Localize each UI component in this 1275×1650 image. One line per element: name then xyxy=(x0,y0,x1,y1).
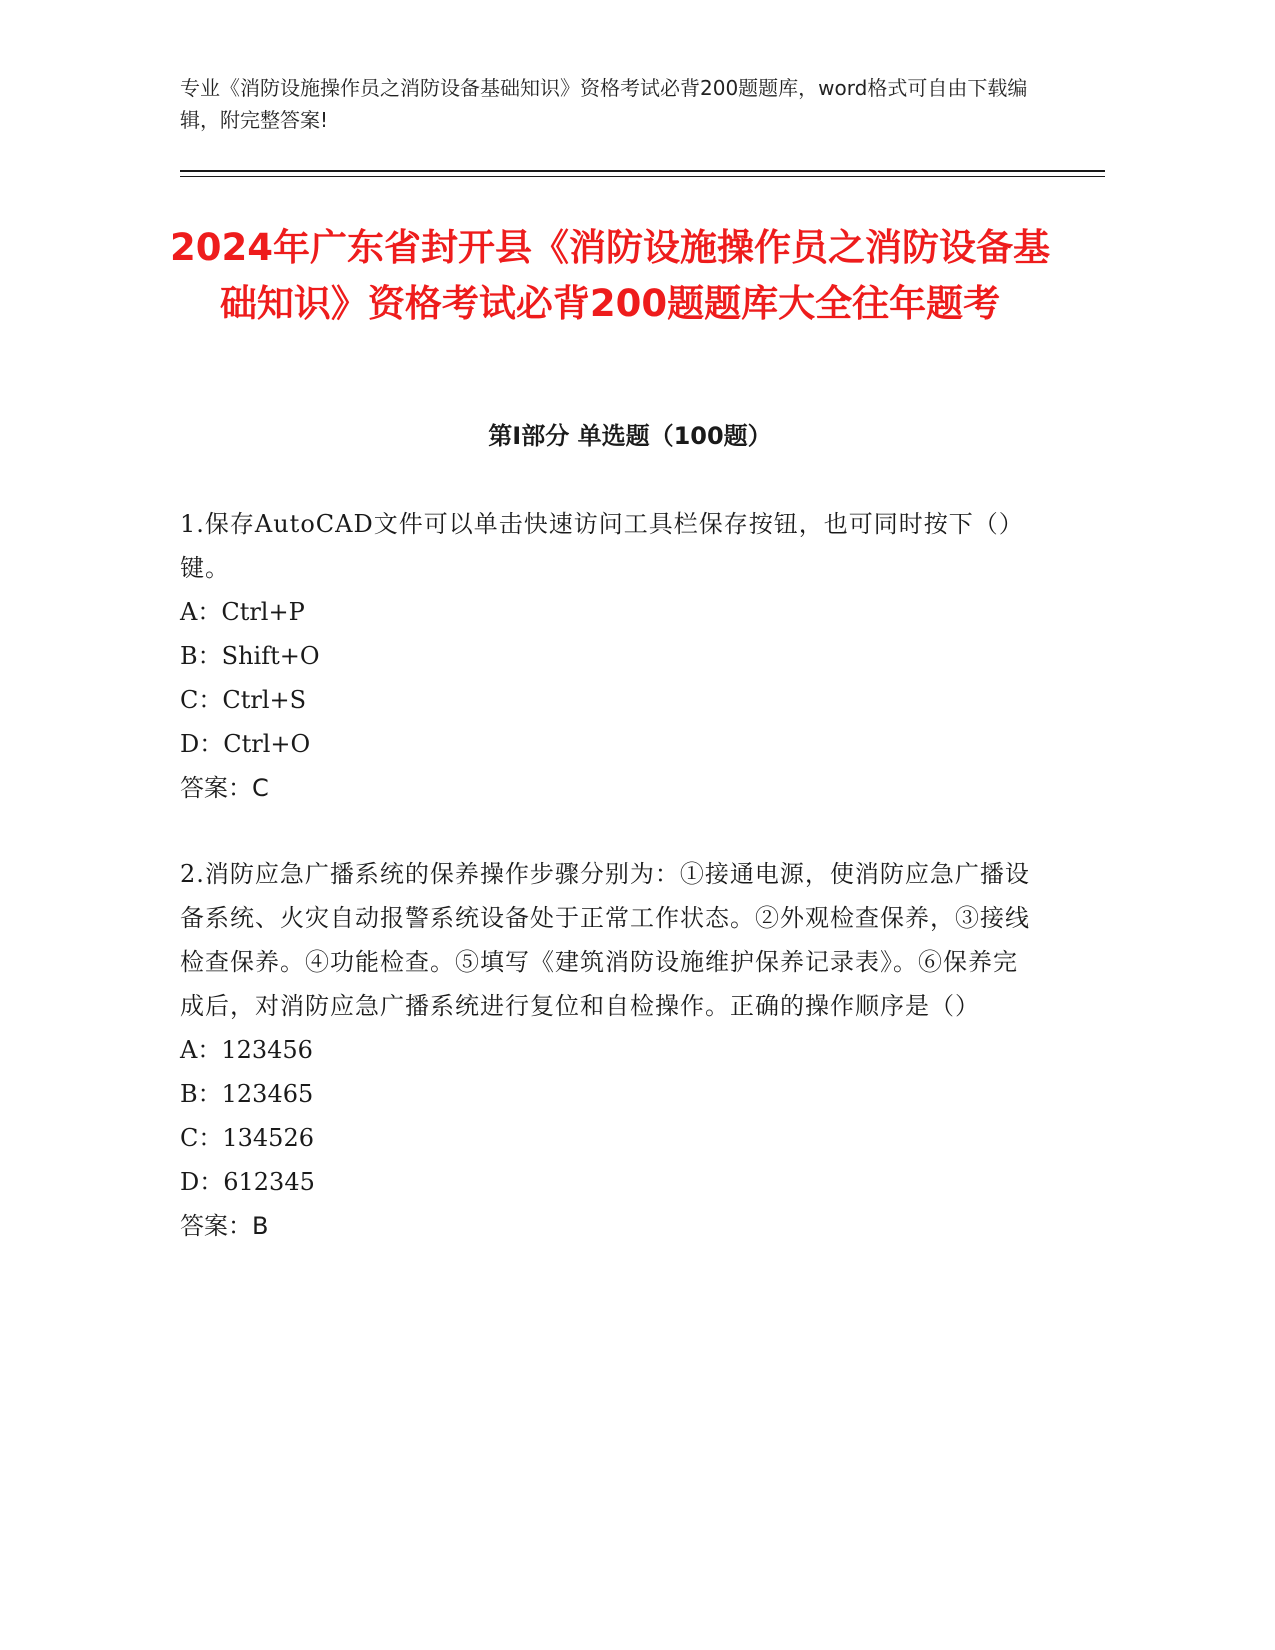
option-a: A：Ctrl+P xyxy=(180,598,305,626)
answer: 答案：B xyxy=(180,1212,269,1240)
option-c: C：134526 xyxy=(180,1124,314,1152)
option-d: D：612345 xyxy=(180,1168,315,1196)
question-stem: 2.消防应急广播系统的保养操作步骤分别为：①接通电源，使消防应急广播设备系统、火灾自动报警系统设备处于正常工作状态。②外观检查保养，③接线检查保养。④功能检查。⑤填写《建筑消防设施维护保养记录表》。⑥保养完成后，对消防应急广播系统进行复位和自检操作。正确的操作顺序是（） xyxy=(180,860,1030,1020)
option-d: D：Ctrl+O xyxy=(180,730,311,758)
answer: 答案：C xyxy=(180,774,269,802)
document-title: 2024年广东省封开县《消防设施操作员之消防设备基础知识》资格考试必背200题题库大全往年题考 xyxy=(170,226,1050,325)
question-1 xyxy=(180,502,1030,810)
question-stem: 1.保存AutoCAD文件可以单击快速访问工具栏保存按钮，也可同时按下（）键。 xyxy=(180,510,1024,582)
header-note: 专业《消防设施操作员之消防设备基础知识》资格考试必背200题题库，word格式可自由下载编辑，附完整答案! xyxy=(180,76,1028,132)
option-c: C：Ctrl+S xyxy=(180,686,307,714)
section-title: 第I部分 单选题（100题） xyxy=(488,422,772,450)
option-b: B：Shift+O xyxy=(180,642,320,670)
option-a: A：123456 xyxy=(180,1036,313,1064)
header-divider-thick xyxy=(180,170,1105,172)
option-b: B：123465 xyxy=(180,1080,314,1108)
header-divider-thin xyxy=(180,176,1105,177)
question-2 xyxy=(180,852,1030,1248)
